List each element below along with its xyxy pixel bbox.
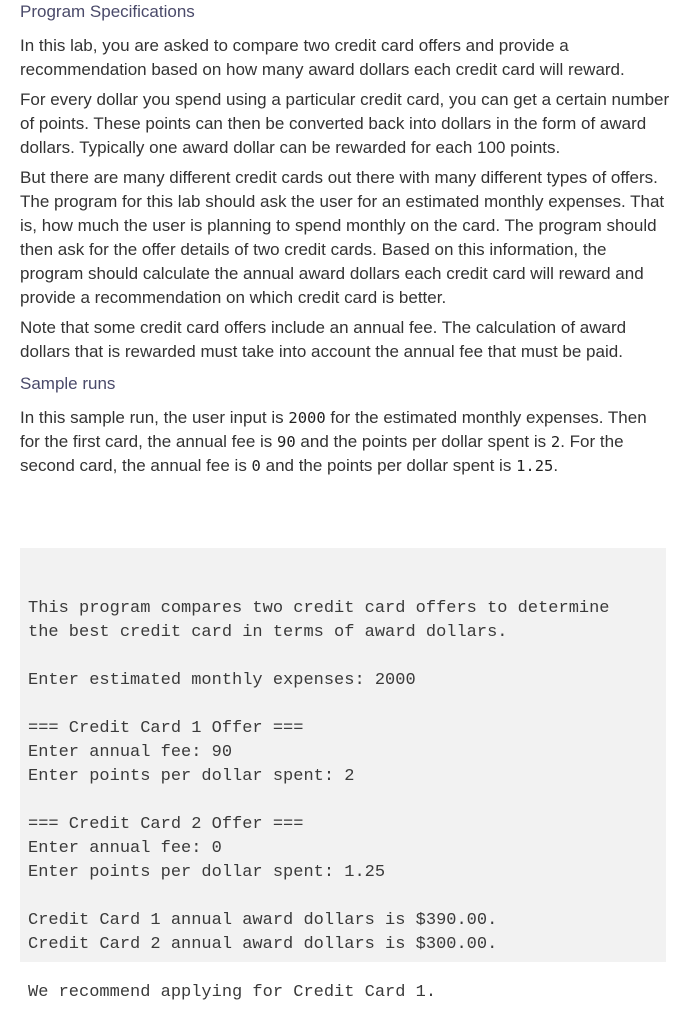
inline-code-card1-fee: 90 — [277, 433, 296, 451]
console-line: Enter points per dollar spent: 1.25 — [28, 863, 386, 882]
console-line: Credit Card 1 annual award dollars is $390.00. — [28, 911, 498, 930]
sample-intro-text-3: and the points per dollar spent is — [295, 432, 551, 451]
inline-code-card1-points: 2 — [550, 433, 561, 451]
inline-code-card2-points: 1.25 — [516, 457, 554, 475]
section-title-sample-runs: Sample runs — [20, 374, 116, 393]
sample-intro-text-1: In this sample run, the user input is — [20, 408, 289, 427]
console-line: === Credit Card 1 Offer === — [28, 719, 304, 738]
console-line: We recommend applying for Credit Card 1. — [28, 983, 437, 1002]
console-line — [28, 645, 666, 669]
console-line: Enter annual fee: 0 — [28, 839, 222, 858]
spec-paragraph-1: In this lab, you are asked to compare two credit card offers and provide a recommendation based on how many award dollars each credit card will reward. — [20, 36, 625, 79]
sample-intro-text-5: and the points per dollar spent is — [260, 456, 517, 475]
console-line — [28, 957, 666, 981]
sample-intro-text-4: . For the second card, the annual fee is — [20, 432, 624, 475]
sample-intro-text-2: for the estimated monthly expenses. Then for the first card, the annual fee is — [20, 408, 647, 451]
console-line: the best credit card in terms of award dollars. — [28, 623, 508, 642]
console-line — [28, 885, 666, 909]
inline-code-card2-fee: 0 — [251, 457, 261, 475]
console-line: === Credit Card 2 Offer === — [28, 815, 304, 834]
section-title-program-specifications: Program Specifications — [20, 2, 195, 21]
inline-code-monthly-expenses: 2000 — [288, 409, 326, 427]
spec-paragraph-3: But there are many different credit cards out there with many different types of offers. The program for this lab should ask the user for an estimated monthly expenses. That is, how much the user is planning to spend monthly on the card. The program should then ask for the offer details of two credit cards. Based on this information, the program should calculate the annual award dollars each credit card will reward and provide a recommendation on which credit card is better. — [20, 168, 665, 307]
sample-intro-paragraph — [20, 406, 670, 478]
console-line — [28, 693, 666, 717]
console-line: Credit Card 2 annual award dollars is $300.00. — [28, 935, 498, 954]
console-line: Enter points per dollar spent: 2 — [28, 767, 355, 786]
console-line: Enter estimated monthly expenses: 2000 — [28, 671, 416, 690]
sample-intro-text-6: . — [553, 456, 559, 475]
console-line — [28, 789, 666, 813]
document-body — [20, 0, 670, 478]
spec-paragraph-2: For every dollar you spend using a particular credit card, you can get a certain number of points. These points can then be converted back into dollars in the form of award dollars. Typically one award dollar can be rewarded for each 100 points. — [20, 90, 670, 157]
spec-paragraph-4: Note that some credit card offers include an annual fee. The calculation of award dollars that is rewarded must take into account the annual fee that must be paid. — [20, 318, 627, 361]
console-line: This program compares two credit card offers to determine — [28, 599, 610, 618]
console-line: Enter annual fee: 90 — [28, 743, 233, 762]
sample-run-console-output — [20, 548, 666, 1002]
